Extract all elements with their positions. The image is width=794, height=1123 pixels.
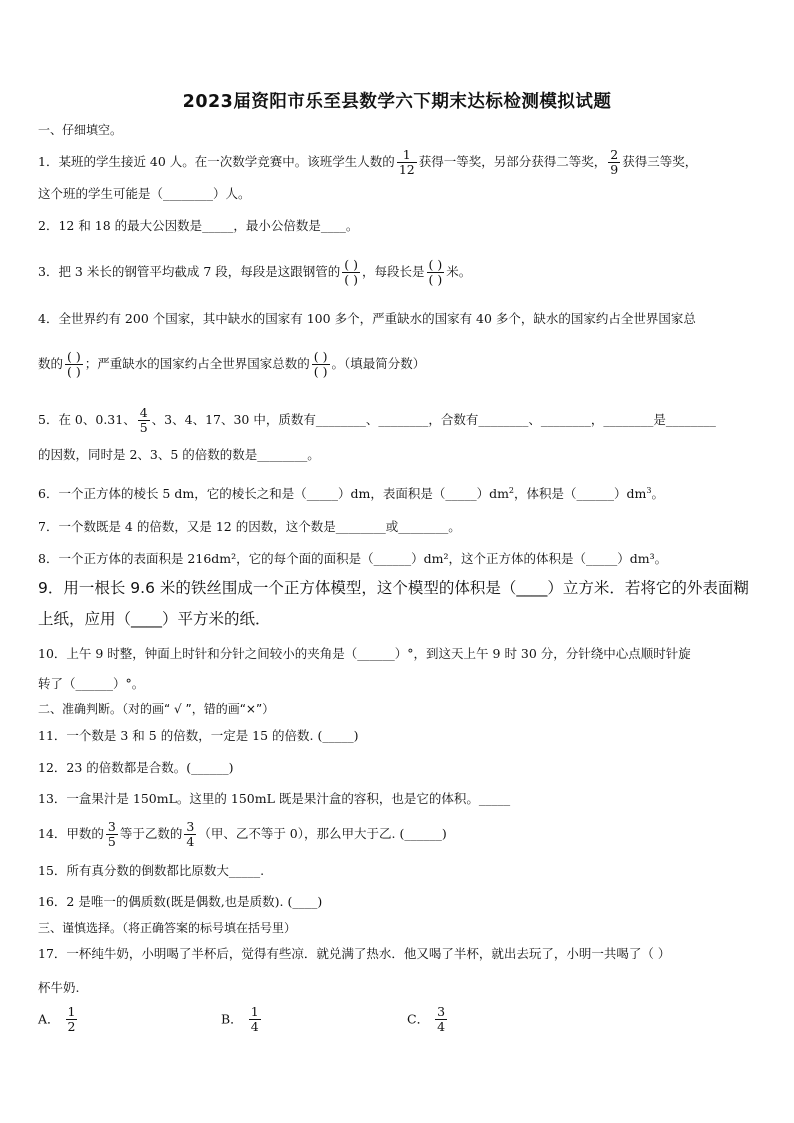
option-a[interactable]: [38, 1005, 79, 1035]
option-label: C．: [407, 1011, 430, 1027]
question-1-text-a: 1．某班的学生接近 40 人。在一次数学竞赛中。该班学生人数的: [38, 154, 395, 169]
superscript: 2: [508, 486, 515, 495]
question-1-text-c: 获得三等奖，: [622, 154, 698, 169]
question-12: 12．23 的倍数都是合数。(______): [38, 760, 234, 775]
question-3-text-c: 米。: [446, 264, 472, 279]
blank-fraction: ( ) ( ): [344, 256, 358, 287]
blank-fraction: ( ) ( ): [313, 348, 328, 379]
question-4-text-c: 。（填最简分数）: [331, 356, 426, 371]
question-14-text-b: 等于乙数的: [119, 826, 183, 841]
question-16: 16．2 是唯一的偶质数(既是偶数,也是质数). (____): [38, 894, 323, 909]
question-3-text-b: ，每段长是: [362, 264, 425, 279]
superscript: 3: [646, 486, 652, 495]
blank-fraction: ( ) ( ): [67, 348, 81, 379]
page-title: 2023届资阳市乐至县数学六下期末达标检测模拟试题: [182, 92, 612, 112]
question-3: [38, 252, 758, 292]
fraction: $\frac{1}{2}$: [67, 1004, 76, 1035]
section-heading-1: 一、仔细填空。: [38, 123, 123, 137]
blank-fraction: ( ) ( ): [428, 256, 443, 287]
question-2: 2．12 和 18 的最大公因数是_____，最小公倍数是____。: [38, 218, 359, 233]
fraction: $\frac{2}{9}$: [610, 146, 619, 177]
question-1: [38, 146, 758, 178]
fraction: $\frac{4}{5}$: [139, 404, 148, 435]
question-17-options: [38, 1005, 758, 1045]
question-1-line2: 这个班的学生可能是（________）人。: [38, 186, 251, 201]
fraction: $\frac{3}{5}$: [107, 818, 116, 849]
option-label: A．: [38, 1011, 60, 1027]
question-10-line2: 转了（______）°。: [38, 676, 145, 691]
question-11: 11．一个数是 3 和 5 的倍数，一定是 15 的倍数. (_____): [38, 728, 359, 743]
section-heading-2: 二、准确判断。（对的画“ √ ”，错的画“×”）: [38, 702, 275, 716]
question-4-text-b: ；严重缺水的国家约占全世界国家总数的: [84, 356, 310, 371]
question-5-text-a: 5．在 0、0.31、: [38, 412, 136, 427]
question-5-text-b: 、3、4、17、30 中，质数有________、________，合数有________、________，________是________: [151, 412, 716, 427]
question-6: [38, 482, 758, 503]
question-6-text-b: ，体积是（______）dm: [514, 486, 647, 502]
question-14: [38, 816, 758, 852]
question-5-line2: 的因数，同时是 2、3、5 的倍数的数是________。: [38, 447, 320, 462]
question-17-line2: 杯牛奶.: [38, 980, 80, 995]
question-9-line1: 9．用一根长 9.6 米的铁丝围成一个正方体模型，这个模型的体积是（____）立方米．若将它的外表面糊: [38, 579, 749, 597]
question-14-text-c: （甲、乙不等于 0），那么甲大于乙. (______): [198, 826, 447, 841]
option-label: B．: [221, 1011, 243, 1027]
fraction: $\frac{1}{12}$: [398, 146, 415, 177]
section-heading-3: 三、谨慎选择。（将正确答案的标号填在括号里）: [38, 921, 297, 935]
question-5: [38, 400, 758, 440]
question-7: 7．一个数既是 4 的倍数，又是 12 的因数，这个数是________或________。: [38, 519, 461, 534]
question-4-line1: 4．全世界约有 200 个国家，其中缺水的国家有 100 多个，严重缺水的国家有 40 多个，缺水的国家约占全世界国家总: [38, 311, 696, 326]
fraction: $\frac{3}{4}$: [437, 1004, 446, 1035]
fraction: $\frac{1}{4}$: [250, 1004, 259, 1035]
question-4-line2: [38, 344, 758, 384]
question-4-text-a: 数的: [38, 356, 64, 371]
question-1-text-b: 获得一等奖，另部分获得二等奖，: [418, 154, 607, 169]
question-9-line2: 上纸，应用（____）平方米的纸．: [38, 610, 271, 628]
fraction: $\frac{3}{4}$: [186, 818, 195, 849]
question-6-text-c: 。: [651, 486, 664, 502]
question-10-line1: 10．上午 9 时整，钟面上时针和分针之间较小的夹角是（______）°，到这天上午 9 时 30 分，分针绕中心点顺时针旋: [38, 646, 691, 661]
option-c[interactable]: [407, 1005, 449, 1035]
question-3-text-a: 3．把 3 米长的钢管平均截成 7 段，每段是这跟钢管的: [38, 264, 341, 279]
option-b[interactable]: [221, 1005, 263, 1035]
question-15: 15．所有真分数的倒数都比原数大_____.: [38, 863, 265, 878]
question-8: 8．一个正方体的表面积是 216dm²，它的每个面的面积是（______）dm²，这个正方体的体积是（_____）dm³。: [38, 551, 668, 566]
question-17-line1: 17．一杯纯牛奶，小明喝了半杯后，觉得有些凉．就兑满了热水．他又喝了半杯，就出去玩了，小明一共喝了（ ）: [38, 946, 671, 961]
question-6-text-a: 6．一个正方体的棱长 5 dm，它的棱长之和是（_____）dm，表面积是（_____）dm: [38, 486, 509, 502]
question-13: 13．一盒果汁是 150mL。这里的 150mL 既是果汁盒的容积，也是它的体积。_____: [38, 791, 511, 806]
question-14-text-a: 14．甲数的: [38, 826, 104, 841]
